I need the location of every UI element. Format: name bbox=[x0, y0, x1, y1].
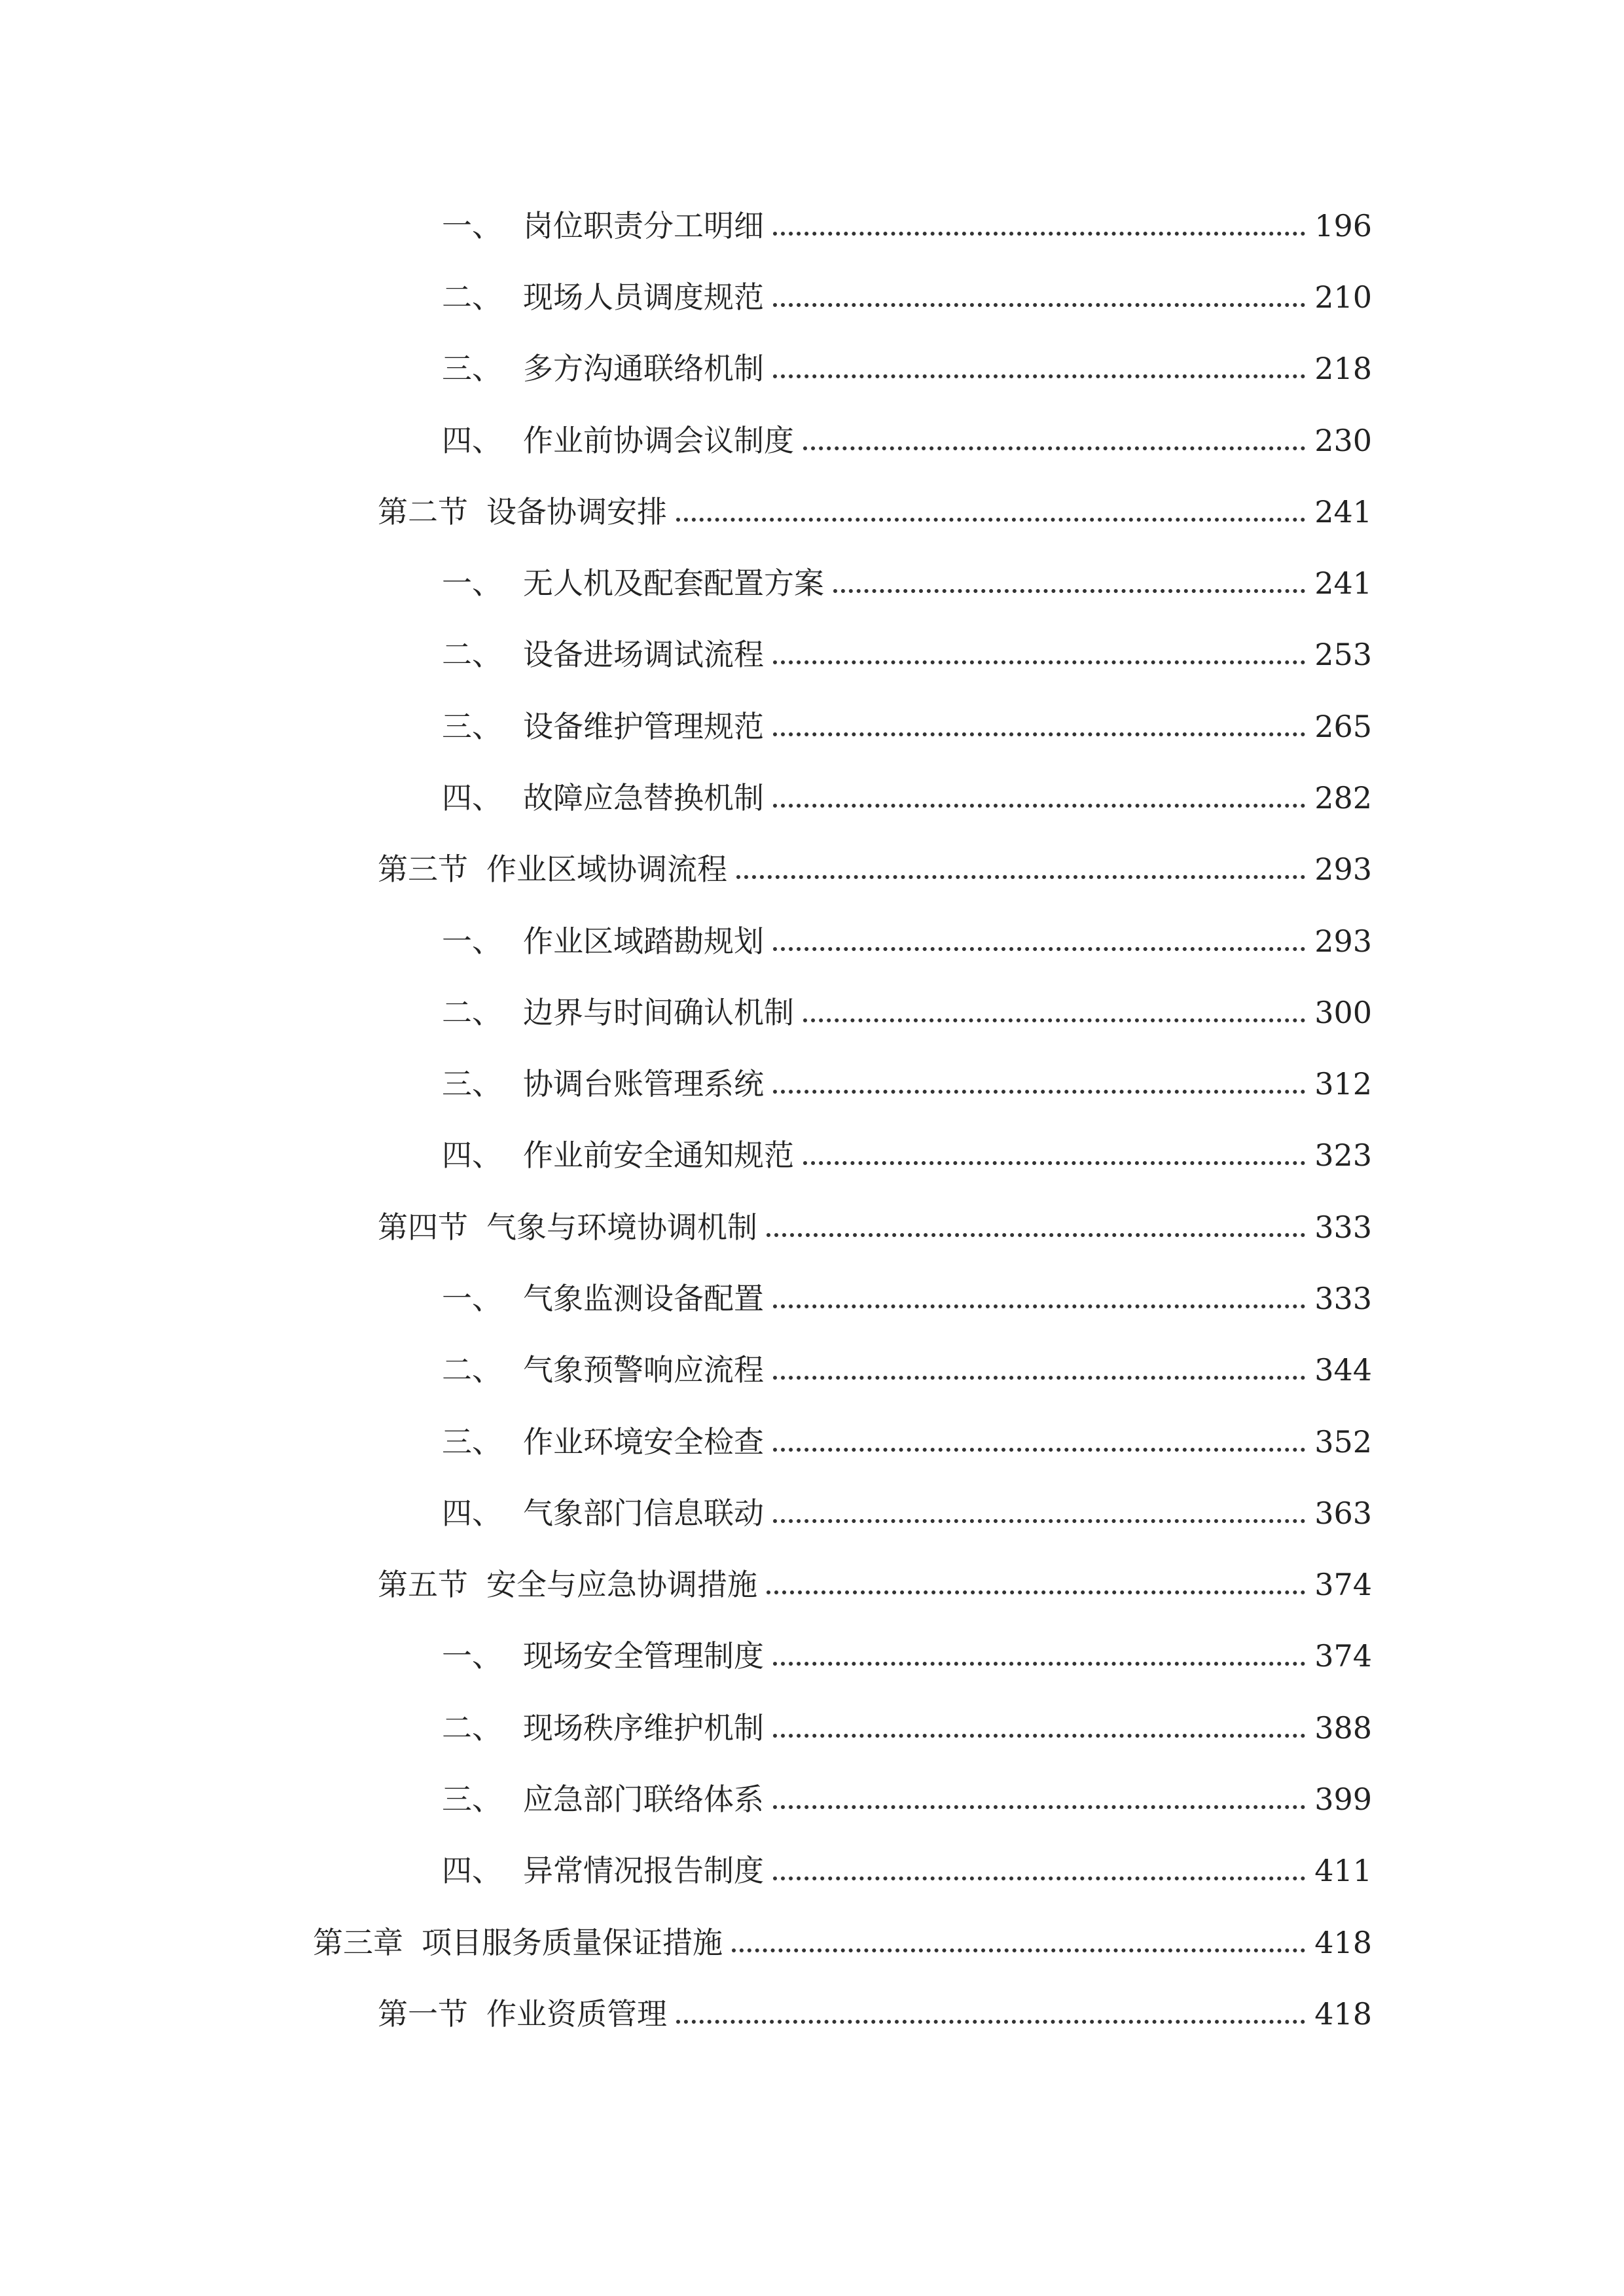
toc-entry-page: 418 bbox=[1314, 1925, 1372, 1960]
toc-entry-page: 300 bbox=[1314, 995, 1372, 1030]
toc-entry-title: 现场安全管理制度 bbox=[523, 1638, 764, 1674]
toc-entry-number: 一、 bbox=[442, 924, 502, 959]
toc-entry-page: 253 bbox=[1314, 637, 1372, 672]
toc-entry-page: 265 bbox=[1314, 709, 1372, 744]
toc-entry-title: 现场人员调度规范 bbox=[523, 279, 764, 315]
dot-leader bbox=[803, 446, 1305, 450]
toc-entry-page: 293 bbox=[1314, 852, 1372, 887]
toc-entry[interactable] bbox=[378, 1195, 1372, 1245]
dot-leader bbox=[773, 1876, 1305, 1880]
toc-entry-number: 一、 bbox=[442, 1281, 502, 1316]
toc-entry-page: 312 bbox=[1314, 1066, 1372, 1102]
toc-entry-page: 411 bbox=[1314, 1853, 1372, 1888]
toc-entry-title: 设备协调安排 bbox=[486, 494, 667, 529]
toc-entry-number: 第四节 bbox=[378, 1210, 468, 1245]
dot-leader bbox=[803, 1018, 1305, 1022]
toc-entry-number: 三、 bbox=[442, 1066, 502, 1102]
dot-leader bbox=[773, 1448, 1305, 1452]
toc-entry-number: 第五节 bbox=[378, 1567, 468, 1602]
toc-entry[interactable] bbox=[442, 194, 1372, 241]
toc-entry-page: 418 bbox=[1314, 1996, 1372, 2032]
toc-entry-number: 四、 bbox=[442, 1138, 502, 1173]
toc-entry-page: 352 bbox=[1314, 1424, 1372, 1460]
toc-entry[interactable] bbox=[442, 694, 1372, 742]
dot-leader bbox=[773, 1734, 1305, 1738]
toc-entry-title: 多方沟通联络机制 bbox=[523, 351, 764, 386]
toc-entry-title: 作业区域协调流程 bbox=[486, 852, 727, 887]
toc-entry-number: 第三节 bbox=[378, 852, 468, 887]
toc-entry-number: 三、 bbox=[442, 709, 502, 744]
toc-entry[interactable] bbox=[442, 909, 1372, 959]
toc-entry[interactable] bbox=[442, 1123, 1372, 1173]
toc-entry[interactable] bbox=[442, 980, 1372, 1028]
toc-entry-title: 项目服务质量保证措施 bbox=[422, 1925, 723, 1960]
toc-entry-title: 协调台账管理系统 bbox=[523, 1066, 764, 1102]
toc-entry-page: 241 bbox=[1314, 494, 1372, 529]
toc-entry-number: 第二节 bbox=[378, 494, 468, 529]
toc-entry[interactable] bbox=[378, 1552, 1372, 1600]
toc-entry-number: 二、 bbox=[442, 1710, 502, 1746]
dot-leader bbox=[676, 518, 1305, 522]
toc-entry-title: 作业区域踏勘规划 bbox=[523, 924, 764, 959]
dot-leader bbox=[773, 1304, 1305, 1308]
dot-leader bbox=[767, 1590, 1305, 1594]
dot-leader bbox=[773, 303, 1305, 307]
toc-entry-title: 作业前协调会议制度 bbox=[523, 423, 794, 458]
toc-entry-page: 230 bbox=[1314, 423, 1372, 458]
toc-entry-page: 374 bbox=[1314, 1567, 1372, 1602]
toc-entry-page: 241 bbox=[1314, 565, 1372, 601]
toc-entry-title: 气象监测设备配置 bbox=[523, 1281, 764, 1316]
toc-entry-number: 一、 bbox=[442, 208, 502, 243]
toc-entry-number: 三、 bbox=[442, 1782, 502, 1817]
toc-entry-page: 282 bbox=[1314, 780, 1372, 816]
toc-entry[interactable] bbox=[442, 1767, 1372, 1817]
toc-entry-title: 安全与应急协调措施 bbox=[486, 1567, 757, 1602]
toc-entry-title: 无人机及配套配置方案 bbox=[523, 565, 824, 601]
toc-entry[interactable] bbox=[378, 837, 1372, 887]
toc-entry-title: 设备维护管理规范 bbox=[523, 709, 764, 744]
toc-entry-title: 设备进场调试流程 bbox=[523, 637, 764, 672]
dot-leader bbox=[736, 875, 1305, 879]
dot-leader bbox=[732, 1948, 1305, 1952]
dot-leader bbox=[773, 1376, 1305, 1380]
dot-leader bbox=[773, 660, 1305, 664]
toc-entry[interactable] bbox=[442, 408, 1372, 456]
dot-leader bbox=[676, 2020, 1305, 2024]
toc-entry-page: 210 bbox=[1314, 279, 1372, 315]
toc-entry[interactable] bbox=[378, 480, 1372, 527]
dot-leader bbox=[773, 374, 1305, 378]
toc-entry-number: 四、 bbox=[442, 423, 502, 458]
toc-entry-page: 363 bbox=[1314, 1496, 1372, 1531]
toc-entry-number: 四、 bbox=[442, 1853, 502, 1888]
toc-entry[interactable] bbox=[442, 1052, 1372, 1102]
toc-entry-number: 三、 bbox=[442, 351, 502, 386]
toc-entry-page: 388 bbox=[1314, 1710, 1372, 1746]
toc-entry-title: 气象与环境协调机制 bbox=[486, 1210, 757, 1245]
toc-entry[interactable] bbox=[442, 265, 1372, 315]
toc-entry-number: 四、 bbox=[442, 1496, 502, 1531]
toc-entry-number: 第一节 bbox=[378, 1996, 468, 2032]
dot-leader bbox=[803, 1161, 1305, 1165]
toc-entry-page: 344 bbox=[1314, 1352, 1372, 1388]
toc-entry-page: 333 bbox=[1314, 1210, 1372, 1245]
dot-leader bbox=[773, 804, 1305, 808]
toc-entry-page: 323 bbox=[1314, 1138, 1372, 1173]
toc-entry-title: 边界与时间确认机制 bbox=[523, 995, 794, 1030]
toc-entry[interactable] bbox=[442, 551, 1372, 601]
toc-entry-title: 作业环境安全检查 bbox=[523, 1424, 764, 1460]
toc-entry[interactable] bbox=[442, 1696, 1372, 1746]
dot-leader bbox=[773, 232, 1305, 236]
toc-entry[interactable] bbox=[442, 1624, 1372, 1674]
toc-entry[interactable] bbox=[313, 1910, 1372, 1958]
toc-entry-title: 应急部门联络体系 bbox=[523, 1782, 764, 1817]
toc-entry[interactable] bbox=[442, 336, 1372, 384]
toc-entry-page: 374 bbox=[1314, 1638, 1372, 1674]
toc-entry[interactable] bbox=[442, 622, 1372, 670]
toc-entry-page: 218 bbox=[1314, 351, 1372, 386]
toc-entry-number: 四、 bbox=[442, 780, 502, 816]
toc-entry-number: 二、 bbox=[442, 1352, 502, 1388]
toc-entry-number: 第三章 bbox=[313, 1925, 403, 1960]
dot-leader bbox=[767, 1233, 1305, 1237]
toc-entry-number: 三、 bbox=[442, 1424, 502, 1460]
dot-leader bbox=[773, 732, 1305, 736]
dot-leader bbox=[773, 1090, 1305, 1094]
toc-entry[interactable] bbox=[442, 766, 1372, 816]
dot-leader bbox=[833, 589, 1305, 593]
toc-entry-title: 岗位职责分工明细 bbox=[523, 208, 764, 243]
toc-entry-title: 气象部门信息联动 bbox=[523, 1496, 764, 1531]
toc-entry-title: 气象预警响应流程 bbox=[523, 1352, 764, 1388]
toc-entry-title: 作业前安全通知规范 bbox=[523, 1138, 794, 1173]
toc-entry-page: 333 bbox=[1314, 1281, 1372, 1316]
toc-entry-number: 二、 bbox=[442, 995, 502, 1030]
toc-entry[interactable] bbox=[442, 1410, 1372, 1460]
dot-leader bbox=[773, 947, 1305, 951]
toc-entry-page: 399 bbox=[1314, 1782, 1372, 1817]
dot-leader bbox=[773, 1805, 1305, 1809]
toc-entry[interactable] bbox=[442, 1839, 1372, 1886]
toc-entry-page: 293 bbox=[1314, 924, 1372, 959]
dot-leader bbox=[773, 1519, 1305, 1523]
toc-entry-title: 异常情况报告制度 bbox=[523, 1853, 764, 1888]
toc-entry-number: 二、 bbox=[442, 637, 502, 672]
toc-entry-number: 二、 bbox=[442, 279, 502, 315]
toc-entry[interactable] bbox=[378, 1982, 1372, 2032]
toc-entry[interactable] bbox=[442, 1481, 1372, 1531]
toc-entry[interactable] bbox=[442, 1338, 1372, 1388]
toc-entry-number: 一、 bbox=[442, 565, 502, 601]
toc-entry[interactable] bbox=[442, 1266, 1372, 1314]
toc-entry-title: 故障应急替换机制 bbox=[523, 780, 764, 816]
toc-entry-title: 现场秩序维护机制 bbox=[523, 1710, 764, 1746]
dot-leader bbox=[773, 1662, 1305, 1666]
toc-entry-page: 196 bbox=[1314, 208, 1372, 243]
toc-entry-title: 作业资质管理 bbox=[486, 1996, 667, 2032]
toc-entry-number: 一、 bbox=[442, 1638, 502, 1674]
